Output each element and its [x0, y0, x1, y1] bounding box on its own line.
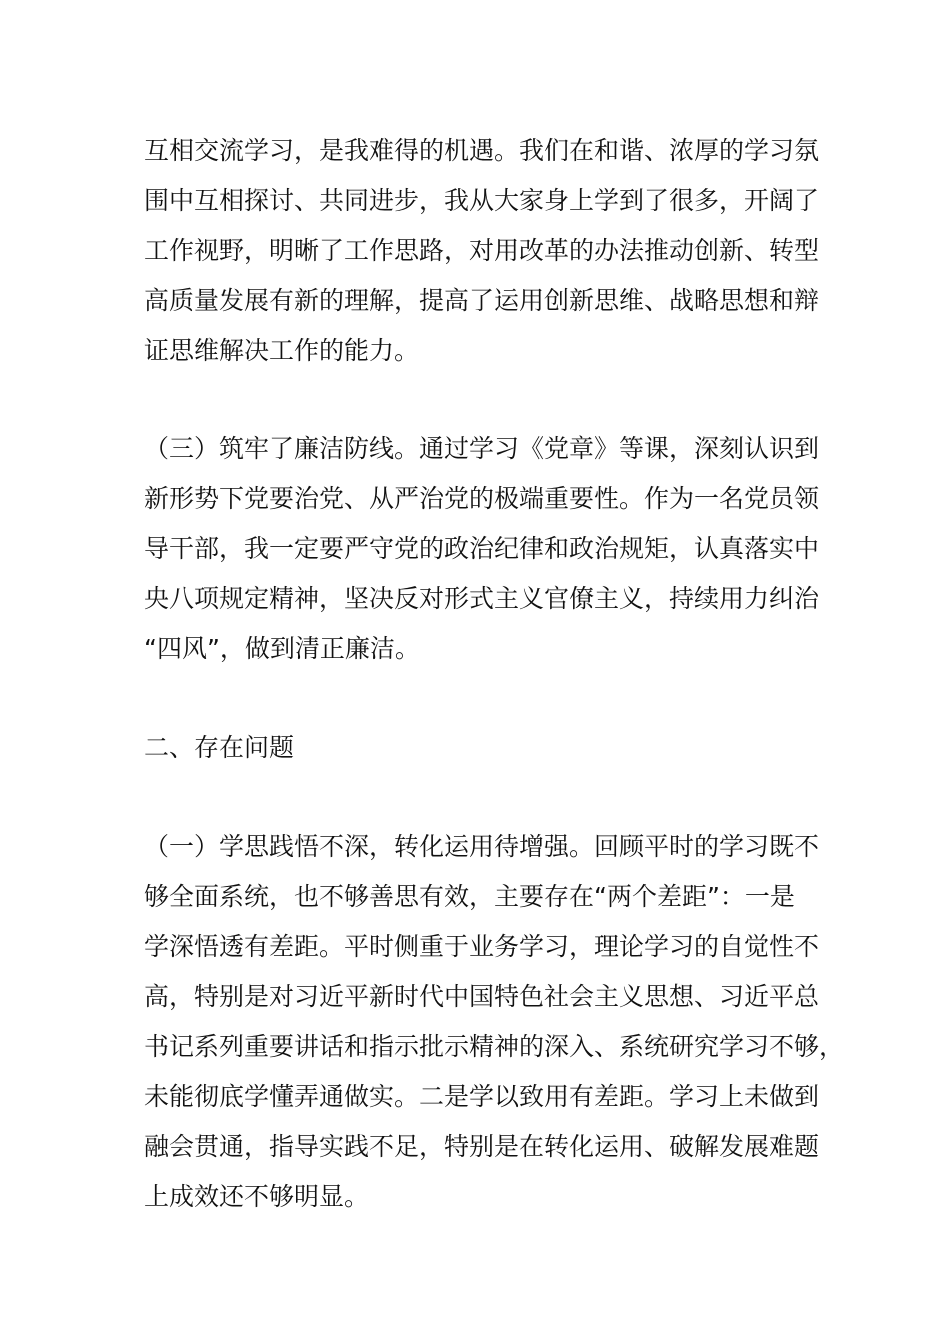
paragraph-line: （一）学思践悟不深，转化运用待增强。回顾平时的学习既不	[144, 832, 820, 861]
section-heading: 二、存在问题	[144, 733, 295, 762]
paragraph-line: 学深悟透有差距。平时侧重于业务学习，理论学习的自觉性不	[144, 932, 820, 961]
paragraph-line: （三）筑牢了廉洁防线。通过学习《党章》等课，深刻认识到	[144, 434, 820, 463]
paragraph-line: 互相交流学习，是我难得的机遇。我们在和谐、浓厚的学习氛	[144, 136, 820, 165]
paragraph-line: 上成效还不够明显。	[144, 1182, 370, 1211]
paragraph-line: 未能彻底学懂弄通做实。二是学以致用有差距。学习上未做到	[144, 1082, 820, 1111]
paragraph-line: 围中互相探讨、共同进步，我从大家身上学到了很多，开阔了	[144, 186, 820, 215]
paragraph-line: 工作视野，明晰了工作思路，对用改革的办法推动创新、转型	[144, 236, 820, 265]
paragraph-line: 证思维解决工作的能力。	[144, 336, 420, 365]
paragraph-line: 导干部，我一定要严守党的政治纪律和政治规矩，认真落实中	[144, 534, 820, 563]
paragraph-line: 融会贯通，指导实践不足，特别是在转化运用、破解发展难题	[144, 1132, 820, 1161]
paragraph-line: 够全面系统，也不够善思有效，主要存在“两个差距”：一是	[144, 882, 795, 911]
paragraph-line: 高，特别是对习近平新时代中国特色社会主义思想、习近平总	[144, 982, 820, 1011]
paragraph-line: 新形势下党要治党、从严治党的极端重要性。作为一名党员领	[144, 484, 820, 513]
paragraph-line: 央八项规定精神，坚决反对形式主义官僚主义，持续用力纠治	[144, 584, 820, 613]
paragraph-line: “四风”，做到清正廉洁。	[144, 634, 420, 663]
paragraph-line: 高质量发展有新的理解，提高了运用创新思维、战略思想和辩	[144, 286, 820, 315]
paragraph-line: 书记系列重要讲话和指示批示精神的深入、系统研究学习不够，	[144, 1032, 845, 1061]
